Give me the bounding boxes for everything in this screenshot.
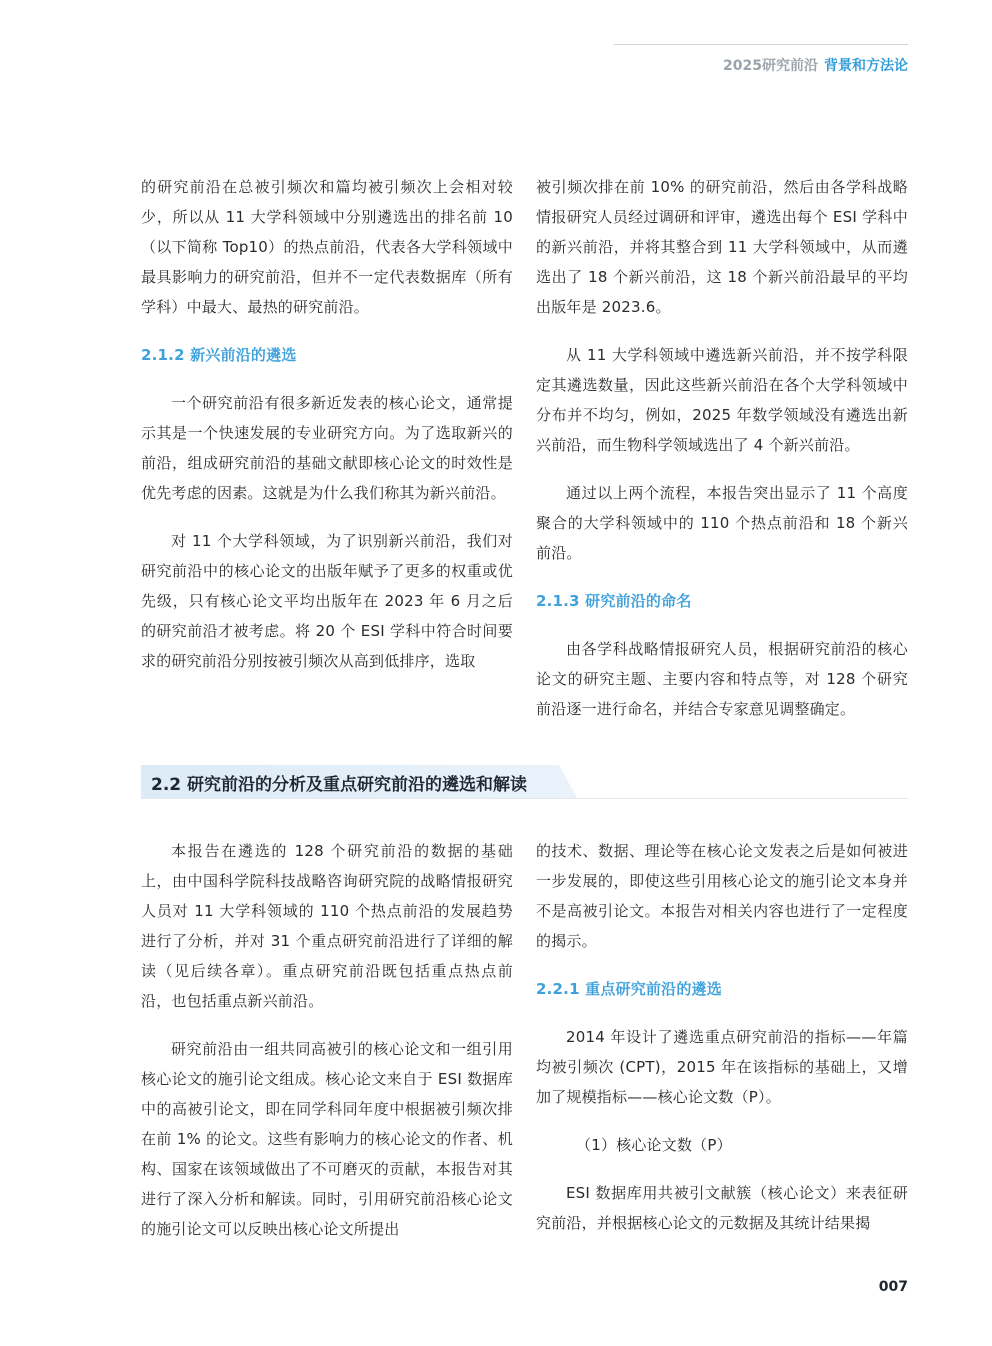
subsection-heading-2-1-2: 2.1.2 新兴前沿的遴选 <box>141 346 297 364</box>
paragraph: 被引频次排在前 10% 的研究前沿，然后由各学科战略情报研究人员经过调研和评审，遴选出每个 ESI 学科中的新兴前沿，并将其整合到 11 大学科领域中，从而遴选出了 18 个新兴前沿，这 18 个新兴前沿最早的平均出版年是 2023.6。 <box>536 178 908 316</box>
top-right-column <box>536 172 908 724</box>
section-heading-rule <box>141 798 908 799</box>
page-number: 007 <box>878 1279 908 1295</box>
paragraph: ESI 数据库用共被引文献簇（核心论文）来表征研究前沿，并根据核心论文的元数据及其统计结果揭 <box>536 1184 908 1232</box>
running-header <box>723 55 908 75</box>
header-series-title: 2025研究前沿 <box>723 58 818 74</box>
paragraph: 研究前沿由一组共同高被引的核心论文和一组引用核心论文的施引论文组成。核心论文来自于 ESI 数据库中的高被引论文，即在同学科同年度中根据被引频次排在前 1% 的论文。这些有影响力的核心论文的作者、机构、国家在该领域做出了不可磨灭的贡献，本报告对其进行了深入分析和解读。同时，引用研究前沿核心论文的施引论文可以反映出核心论文所提出 <box>141 1040 513 1238</box>
subsection-heading-2-1-3: 2.1.3 研究前沿的命名 <box>536 592 692 610</box>
bottom-left-column <box>141 836 513 1244</box>
paragraph: 2014 年设计了遴选重点研究前沿的指标——年篇均被引频次 (CPT)，2015 年在该指标的基础上，又增加了规模指标——核心论文数（P）。 <box>536 1028 908 1106</box>
top-left-column <box>141 172 513 676</box>
paragraph: 一个研究前沿有很多新近发表的核心论文，通常提示其是一个快速发展的专业研究方向。为了选取新兴的前沿，组成研究前沿的基础文献即核心论文的时效性是优先考虑的因素。这就是为什么我们称其为新兴前沿。 <box>141 394 513 502</box>
header-rule <box>614 44 908 45</box>
paragraph: 的技术、数据、理论等在核心论文发表之后是如何被进一步发展的，即使这些引用核心论文的施引论文本身并不是高被引论文。本报告对相关内容也进行了一定程度的揭示。 <box>536 842 908 950</box>
paragraph: 由各学科战略情报研究人员，根据研究前沿的核心论文的研究主题、主要内容和特点等，对 128 个研究前沿逐一进行命名，并结合专家意见调整确定。 <box>536 640 908 718</box>
paragraph: 的研究前沿在总被引频次和篇均被引频次上会相对较少，所以从 11 大学科领域中分别遴选出的排名前 10（以下简称 Top10）的热点前沿，代表各大学科领域中最具影响力的研究前沿，但并不一定代表数据库（所有学科）中最大、最热的研究前沿。 <box>141 178 513 316</box>
bottom-right-column <box>536 836 908 1238</box>
subsection-heading-2-2-1: 2.2.1 重点研究前沿的遴选 <box>536 980 722 998</box>
paragraph: 从 11 大学科领域中遴选新兴前沿，并不按学科限定其遴选数量，因此这些新兴前沿在各个大学科领域中分布并不均匀，例如，2025 年数学领域没有遴选出新兴前沿，而生物科学领域选出了 4 个新兴前沿。 <box>536 346 908 454</box>
paragraph: 通过以上两个流程，本报告突出显示了 11 个高度聚合的大学科领域中的 110 个热点前沿和 18 个新兴前沿。 <box>536 484 908 562</box>
list-item: （1）核心论文数（P） <box>576 1136 732 1154</box>
paragraph: 本报告在遴选的 128 个研究前沿的数据的基础上，由中国科学院科技战略咨询研究院的战略情报研究人员对 11 大学科领域的 110 个热点前沿的发展趋势进行了分析，并对 31 个重点研究前沿进行了详细的解读（见后续各章）。重点研究前沿既包括重点热点前沿，也包括重点新兴前沿。 <box>141 842 513 1010</box>
header-chapter-title: 背景和方法论 <box>824 58 908 74</box>
section-heading-2-2 <box>141 765 908 798</box>
paragraph: 对 11 个大学科领域，为了识别新兴前沿，我们对研究前沿中的核心论文的出版年赋予了更多的权重或优先级，只有核心论文平均出版年在 2023 年 6 月之后的研究前沿才被考虑。将 20 个 ESI 学科中符合时间要求的研究前沿分别按被引频次从高到低排序，选取 <box>141 532 513 670</box>
section-heading-text: 2.2 研究前沿的分析及重点研究前沿的遴选和解读 <box>151 775 528 795</box>
